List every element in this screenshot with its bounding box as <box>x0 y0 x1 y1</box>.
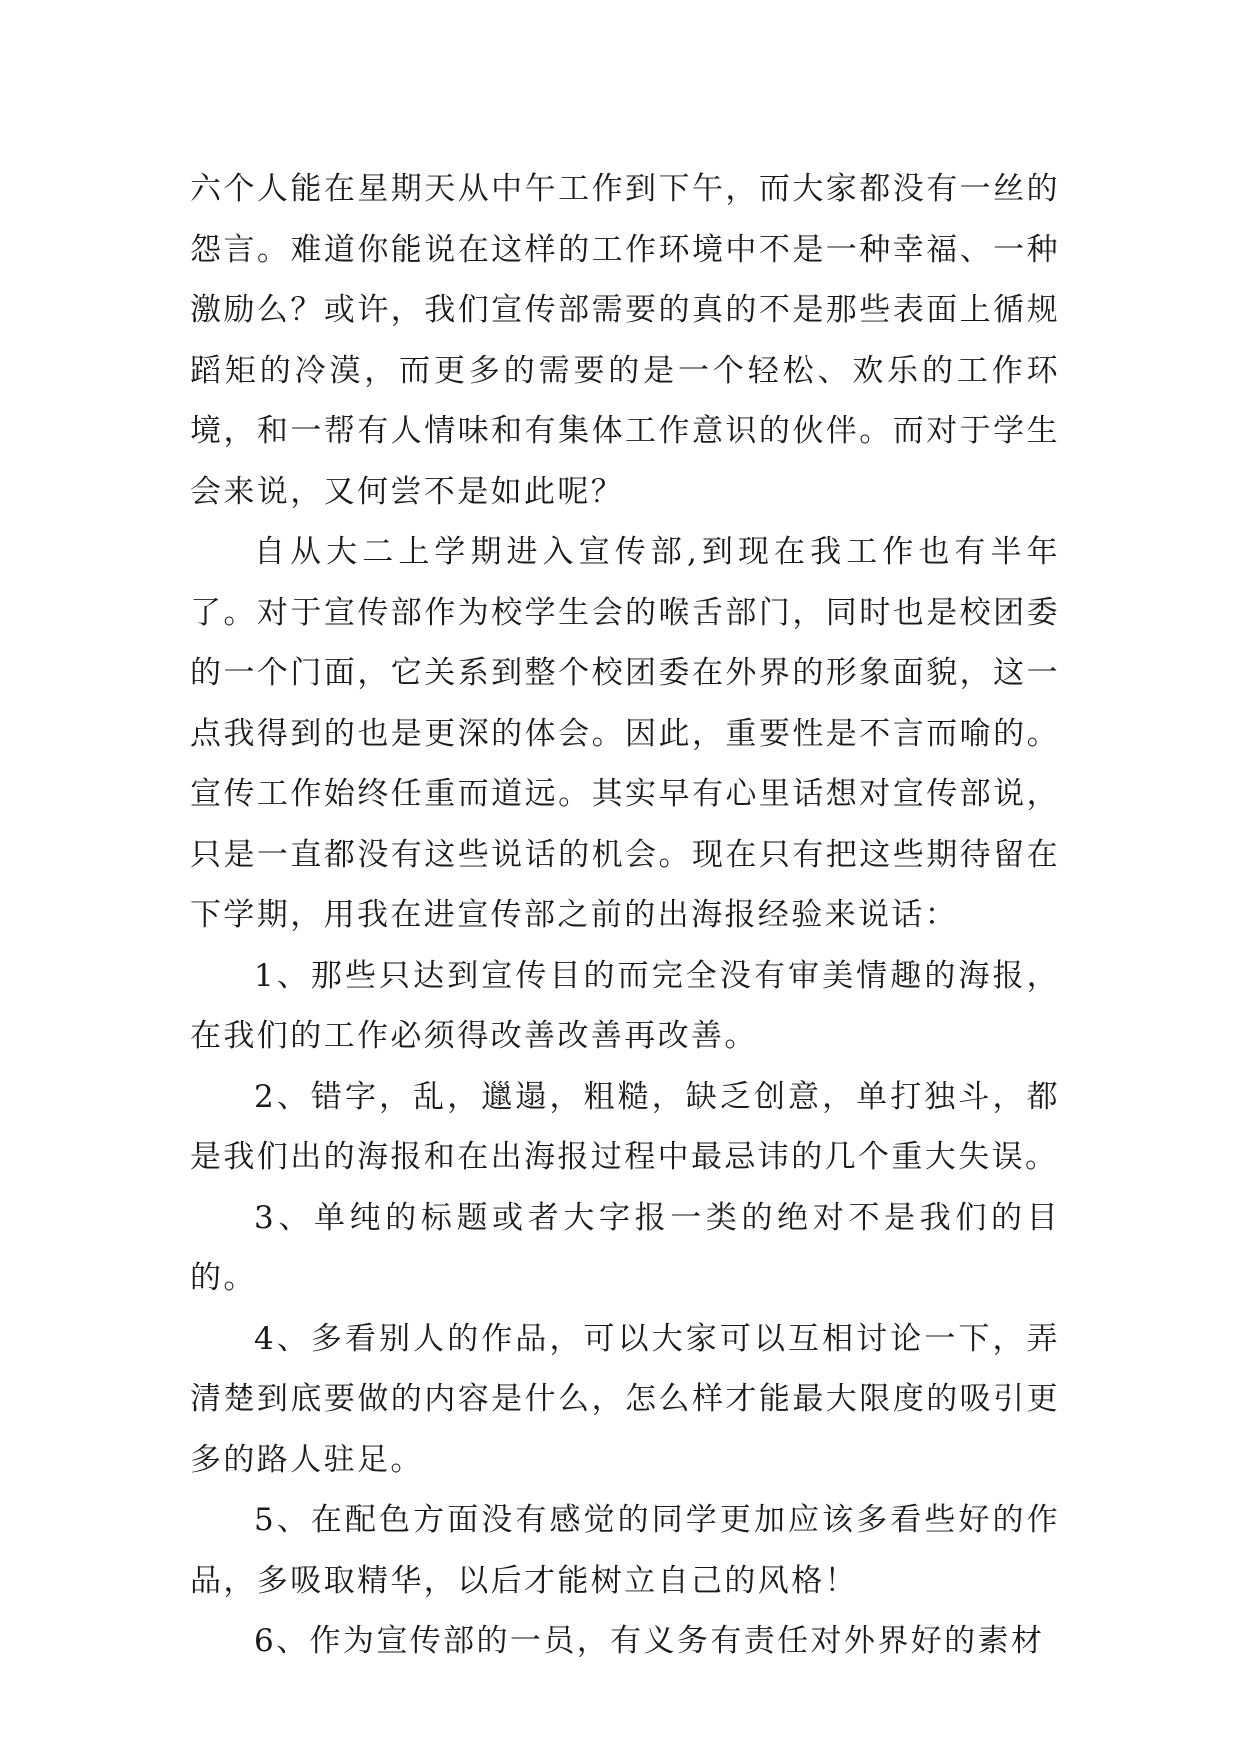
paragraph-continuation: 六个人能在星期天从中午工作到下午，而大家都没有一丝的怨言。难道你能说在这样的工作环境中不是一种幸福、一种激励么？或许，我们宣传部需要的真的不是那些表面上循规蹈矩的冷漠，而更多的需要的是一个轻松、欢乐的工作环境，和一帮有人情味和有集体工作意识的伙伴。而对于学生会来说，又何尝不是如此呢？ <box>190 171 1060 510</box>
list-item-3: 3、单纯的标题或者大字报一类的绝对不是我们的目的。 <box>190 1199 1060 1296</box>
list-item-6: 6、作为宣传部的一员，有义务有责任对外界好的素材 <box>254 1623 1045 1659</box>
list-item-5: 5、在配色方面没有感觉的同学更加应该多看些好的作品，多吸取精华，以后才能树立自己的风格！ <box>190 1502 1060 1599</box>
list-item-2: 2、错字，乱，邋遢，粗糙，缺乏创意，单打独斗，都是我们出的海报和在出海报过程中最忌讳的几个重大失误。 <box>190 1078 1060 1175</box>
list-item-1: 1、那些只达到宣传目的而完全没有审美情趣的海报，在我们的工作必须得改善改善再改善。 <box>190 957 1060 1054</box>
paragraph-intro: 自从大二上学期进入宣传部,到现在我工作也有半年了。对于宣传部作为校学生会的喉舌部门，同时也是校团委的一个门面，它关系到整个校团委在外界的形象面貌，这一点我得到的也是更深的体会。因此，重要性是不言而喻的。宣传工作始终任重而道远。其实早有心里话想对宣传部说，只是一直都没有这些说话的机会。现在只有把这些期待留在下学期，用我在进宣传部之前的出海报经验来说话： <box>190 534 1060 933</box>
body-text <box>190 159 1060 1672</box>
list-item-4: 4、多看别人的作品，可以大家可以互相讨论一下，弄清楚到底要做的内容是什么，怎么样才能最大限度的吸引更多的路人驻足。 <box>190 1320 1060 1478</box>
